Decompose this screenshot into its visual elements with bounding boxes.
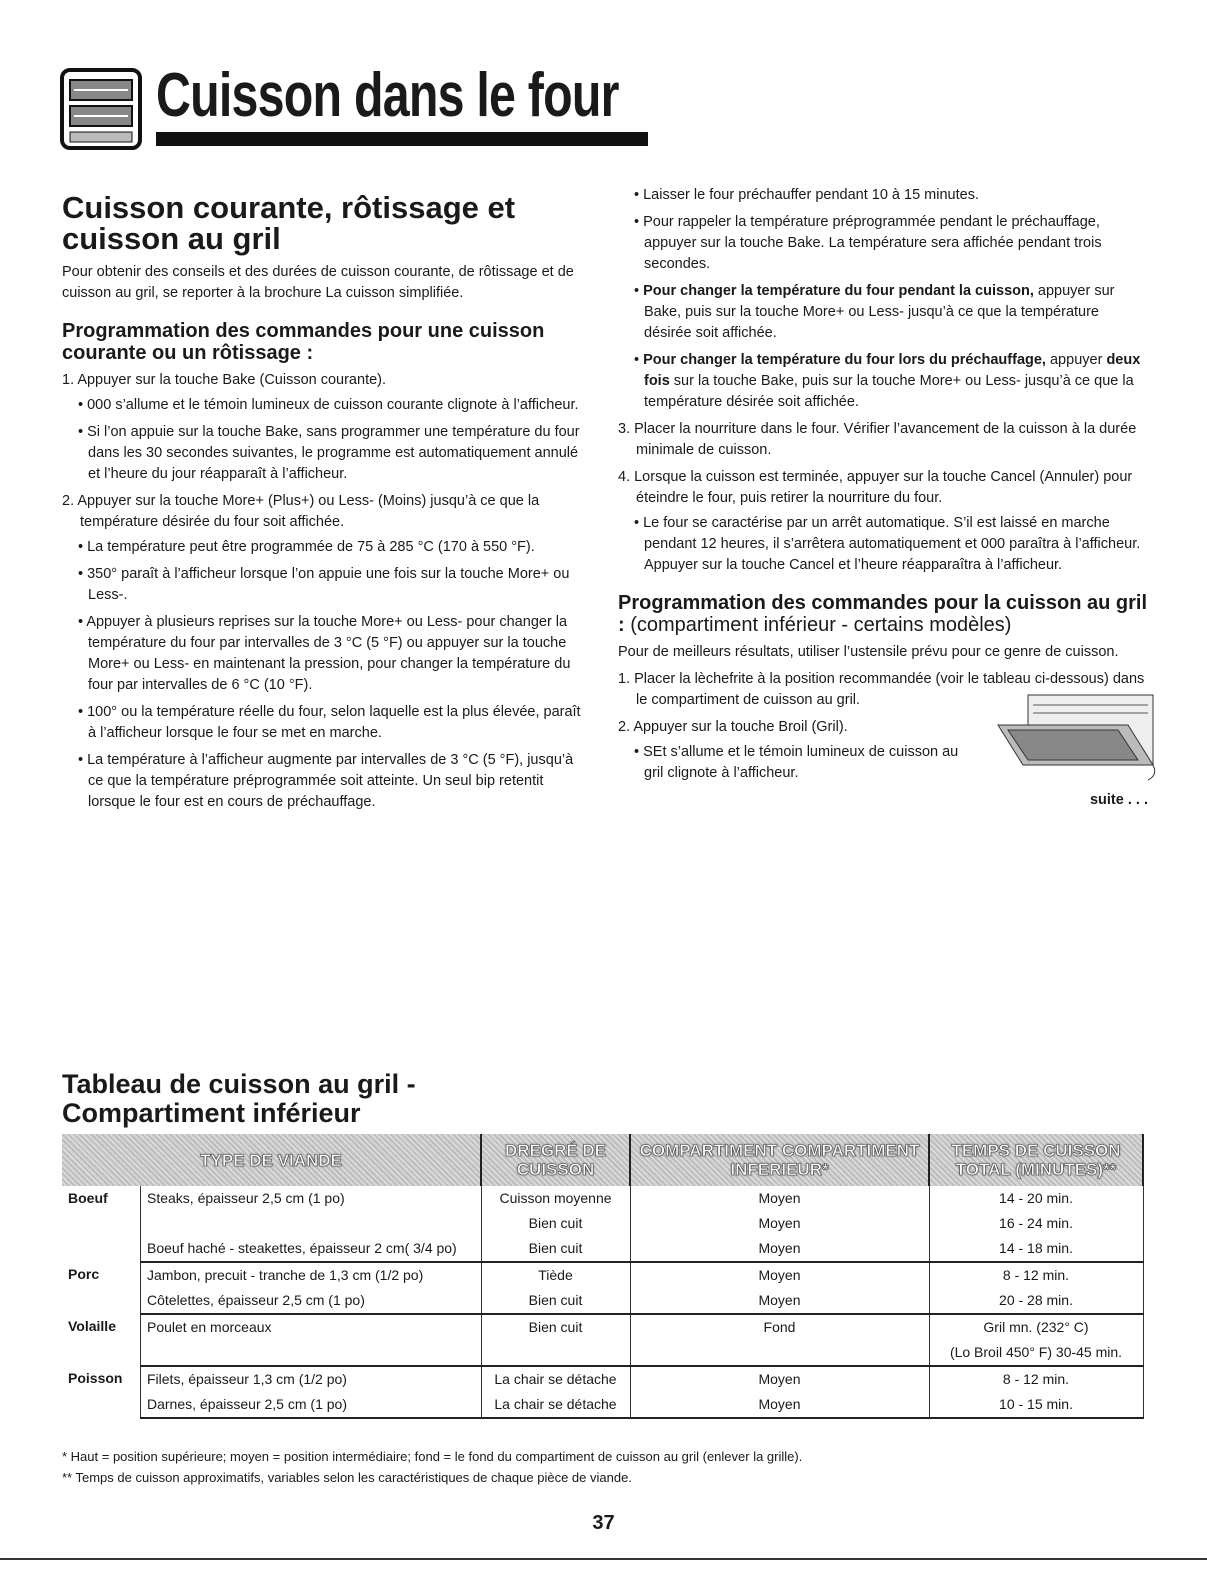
broil-step-2: 2. Appuyer sur la touche Broil (Gril). (618, 719, 848, 735)
footnotes (62, 1446, 802, 1488)
table-header-row (62, 1134, 1143, 1186)
page-header (60, 60, 619, 160)
desc-cell: Boeuf haché - steakettes, épaisseur 2 cm( 3/4 po) (141, 1236, 482, 1262)
table-row (62, 1288, 1143, 1314)
position-cell: Moyen (630, 1211, 929, 1236)
doneness-cell: La chair se détache (481, 1366, 630, 1392)
doneness-cell: Bien cuit (481, 1236, 630, 1262)
broil-intro: Pour de meilleurs résultats, utiliser l’ustensile prévu pour ce genre de cuisson. (618, 644, 1119, 660)
position-cell: Moyen (630, 1366, 929, 1392)
table-row (62, 1340, 1143, 1366)
doneness-cell: Bien cuit (481, 1288, 630, 1314)
doneness-cell: Cuisson moyenne (481, 1186, 630, 1211)
step-2-bullet: • Appuyer à plusieurs reprises sur la touche More+ ou Less- pour changer la température du four par intervalles de 3 °C (5 °F) ou appuyer sur la touche More+ ou Less- en maintenant la pression, pour changer la température du four par intervalles de 6 °C (10 °F). (62, 612, 592, 696)
step-4-bullet: • Le four se caractérise par un arrêt automatique. S’il est laissé en marche pendant 12 heures, il s’arrêtera automatiquement et 000 paraîtra à l’afficheur. Appuyer sur la touche Cancel et l’heure réapparaîtra à l’afficheur. (618, 513, 1148, 576)
step-1: 1. Appuyer sur la touche Bake (Cuisson courante). (62, 372, 387, 388)
step-1-bullet: • Si l’on appuie sur la touche Bake, sans programmer une température du four dans les 30 secondes suivantes, le programme est automatiquement annulé et l’heure du jour réapparaît à l’afficheur. (62, 422, 592, 485)
broil-step-2-bullet: • SEt s’allume et le témoin lumineux de cuisson au gril clignote à l’afficheur. (618, 742, 1148, 784)
position-cell: Moyen (630, 1288, 929, 1314)
step-2-bullet: • 350° paraît à l’afficheur lorsque l’on appuie une fois sur la touche More+ ou Less-. (62, 564, 592, 606)
footnote: * Haut = position supérieure; moyen = position intermédiaire; fond = le fond du compartiment de cuisson au gril (enlever la grille). (62, 1449, 803, 1464)
left-column (62, 192, 592, 819)
table-row (62, 1211, 1143, 1236)
meat-cell: Porc (62, 1262, 141, 1314)
step-2-bullet: • La température à l’afficheur augmente par intervalles de 3 °C (5 °F), jusqu’à ce que la température préprogrammée soit atteinte. Un seul bip retentit lorsque le four est en cours de préchauffage. (62, 750, 592, 813)
position-cell: Moyen (630, 1186, 929, 1211)
recall-temp-bullet: • Pour rappeler la température préprogrammée pendant le préchauffage, appuyer sur la touche Bake. La température sera affichée pendant trois secondes. (618, 212, 1148, 275)
time-cell: 14 - 20 min. (929, 1186, 1143, 1211)
continued-label: suite . . . (1089, 792, 1148, 808)
position-cell: Moyen (630, 1392, 929, 1418)
col-header-time (929, 1134, 1143, 1186)
position-cell: Fond (630, 1314, 929, 1340)
change-temp-preheat-bullet (618, 350, 1148, 413)
time-cell: (Lo Broil 450° F) 30-45 min. (929, 1340, 1143, 1366)
step-2-bullet: • 100° ou la température réelle du four, selon laquelle est la plus élevée, paraît à l’afficheur lorsque le four se met en marche. (62, 702, 592, 744)
col-header-label: TYPE DE VIANDE (200, 1150, 342, 1170)
table-title (62, 1070, 416, 1128)
step-3: 3. Placer la nourriture dans le four. Vérifier l’avancement de la cuisson à la durée minimale de cuisson. (618, 421, 1137, 458)
col-header-position (630, 1134, 929, 1186)
bullet-text: appuyer sur Bake, puis sur la touche More+ ou Less- jusqu’à ce que la température désirée soit affichée. (644, 283, 1115, 341)
desc-cell: Côtelettes, épaisseur 2,5 cm (1 po) (141, 1288, 482, 1314)
table-row (62, 1314, 1143, 1340)
table-row (62, 1392, 1143, 1418)
broil-subtitle-bold: Programmation des commandes pour la cuisson au gril : (618, 592, 1148, 636)
doneness-cell: Tiède (481, 1262, 630, 1288)
col-header-label: DREGRÉ DE CUISSON (504, 1141, 607, 1179)
desc-cell: Filets, épaisseur 1,3 cm (1/2 po) (141, 1366, 482, 1392)
page-number: 37 (592, 1512, 615, 1534)
col-header-label: TEMPS DE CUISSON TOTAL (MINUTES)** (951, 1141, 1121, 1179)
time-cell: 16 - 24 min. (929, 1211, 1143, 1236)
time-cell: Gril mn. (232° C) (929, 1314, 1143, 1340)
title-rule (156, 132, 648, 146)
step-2-bullet: • La température peut être programmée de 75 à 285 °C (170 à 550 °F). (62, 537, 592, 558)
time-cell: 8 - 12 min. (929, 1366, 1143, 1392)
table-row (62, 1186, 1143, 1211)
step-4: 4. Lorsque la cuisson est terminée, appuyer sur la touche Cancel (Annuler) pour éteindre le four, puis retirer la nourriture du four. (618, 469, 1133, 506)
step-1-bullet: • 000 s’allume et le témoin lumineux de cuisson courante clignote à l’afficheur. (62, 395, 592, 416)
bottom-rule (0, 1558, 1207, 1560)
desc-cell: Darnes, épaisseur 2,5 cm (1 po) (141, 1392, 482, 1418)
broiler-drawer-illustration (988, 685, 1158, 785)
table-row (62, 1236, 1143, 1262)
oven-icon (60, 68, 142, 150)
bullet-emphasis-2: deux fois (644, 352, 1141, 389)
time-cell: 8 - 12 min. (929, 1262, 1143, 1288)
doneness-cell: Bien cuit (481, 1211, 630, 1236)
meat-cell: Boeuf (62, 1186, 141, 1262)
doneness-cell (481, 1340, 630, 1366)
col-header-meat-type (62, 1134, 481, 1186)
time-cell: 20 - 28 min. (929, 1288, 1143, 1314)
page-title: Cuisson dans le four (156, 61, 619, 130)
intro-text: Pour obtenir des conseils et des durées de cuisson courante, de rôtissage et de cuisson au gril, se reporter à la brochure La cuisson simplifiée. (62, 264, 574, 301)
broil-subtitle-light: (compartiment inférieur - certains modèles) (624, 614, 1012, 636)
desc-cell: Poulet en morceaux (141, 1314, 482, 1340)
broil-chart-table (62, 1134, 1144, 1419)
bullet-text: appuyer (1045, 352, 1107, 368)
time-cell: 14 - 18 min. (929, 1236, 1143, 1262)
desc-cell (141, 1340, 482, 1366)
bake-subtitle: Programmation des commandes pour une cuisson courante ou un rôtissage : (62, 320, 545, 364)
desc-cell: Jambon, precuit - tranche de 1,3 cm (1/2 po) (141, 1262, 482, 1288)
doneness-cell: Bien cuit (481, 1314, 630, 1340)
broil-step-1: 1. Placer la lèchefrite à la position recommandée (voir le tableau ci-dessous) dans le compartiment de cuisson au gril. (618, 671, 1145, 708)
meat-cell: Volaille (62, 1314, 141, 1366)
bullet-text-2: sur la touche Bake, puis sur la touche More+ ou Less- jusqu’à ce que la température désirée soit affichée. (644, 373, 1134, 410)
desc-cell: Steaks, épaisseur 2,5 cm (1 po) (141, 1186, 482, 1211)
meat-cell: Poisson (62, 1366, 141, 1418)
doneness-cell: La chair se détache (481, 1392, 630, 1418)
preheat-bullet: • Laisser le four préchauffer pendant 10 à 15 minutes. (618, 185, 1148, 206)
table-row (62, 1366, 1143, 1392)
change-temp-cooking-bullet (618, 281, 1148, 344)
section-title: Cuisson courante, rôtissage et cuisson au gril (62, 190, 516, 256)
col-header-label: COMPARTIMENT COMPARTIMENT INFERIEUR* (639, 1141, 920, 1179)
table-row (62, 1262, 1143, 1288)
bullet-emphasis: Pour changer la température du four pendant la cuisson, (643, 283, 1034, 299)
bullet-emphasis: Pour changer la température du four lors du préchauffage, (643, 352, 1046, 368)
step-2: 2. Appuyer sur la touche More+ (Plus+) ou Less- (Moins) jusqu’à ce que la température désirée du four soit affichée. (62, 493, 540, 530)
desc-cell (141, 1211, 482, 1236)
table-title-line: Tableau de cuisson au gril - (62, 1069, 416, 1099)
table-title-line: Compartiment inférieur (62, 1098, 361, 1128)
col-header-doneness (481, 1134, 630, 1186)
right-column (618, 182, 1148, 811)
position-cell: Moyen (630, 1236, 929, 1262)
position-cell (630, 1340, 929, 1366)
broil-subtitle (618, 592, 1148, 636)
footnote: ** Temps de cuisson approximatifs, variables selon les caractéristiques de chaque pièce de viande. (62, 1470, 632, 1485)
position-cell: Moyen (630, 1262, 929, 1288)
time-cell: 10 - 15 min. (929, 1392, 1143, 1418)
